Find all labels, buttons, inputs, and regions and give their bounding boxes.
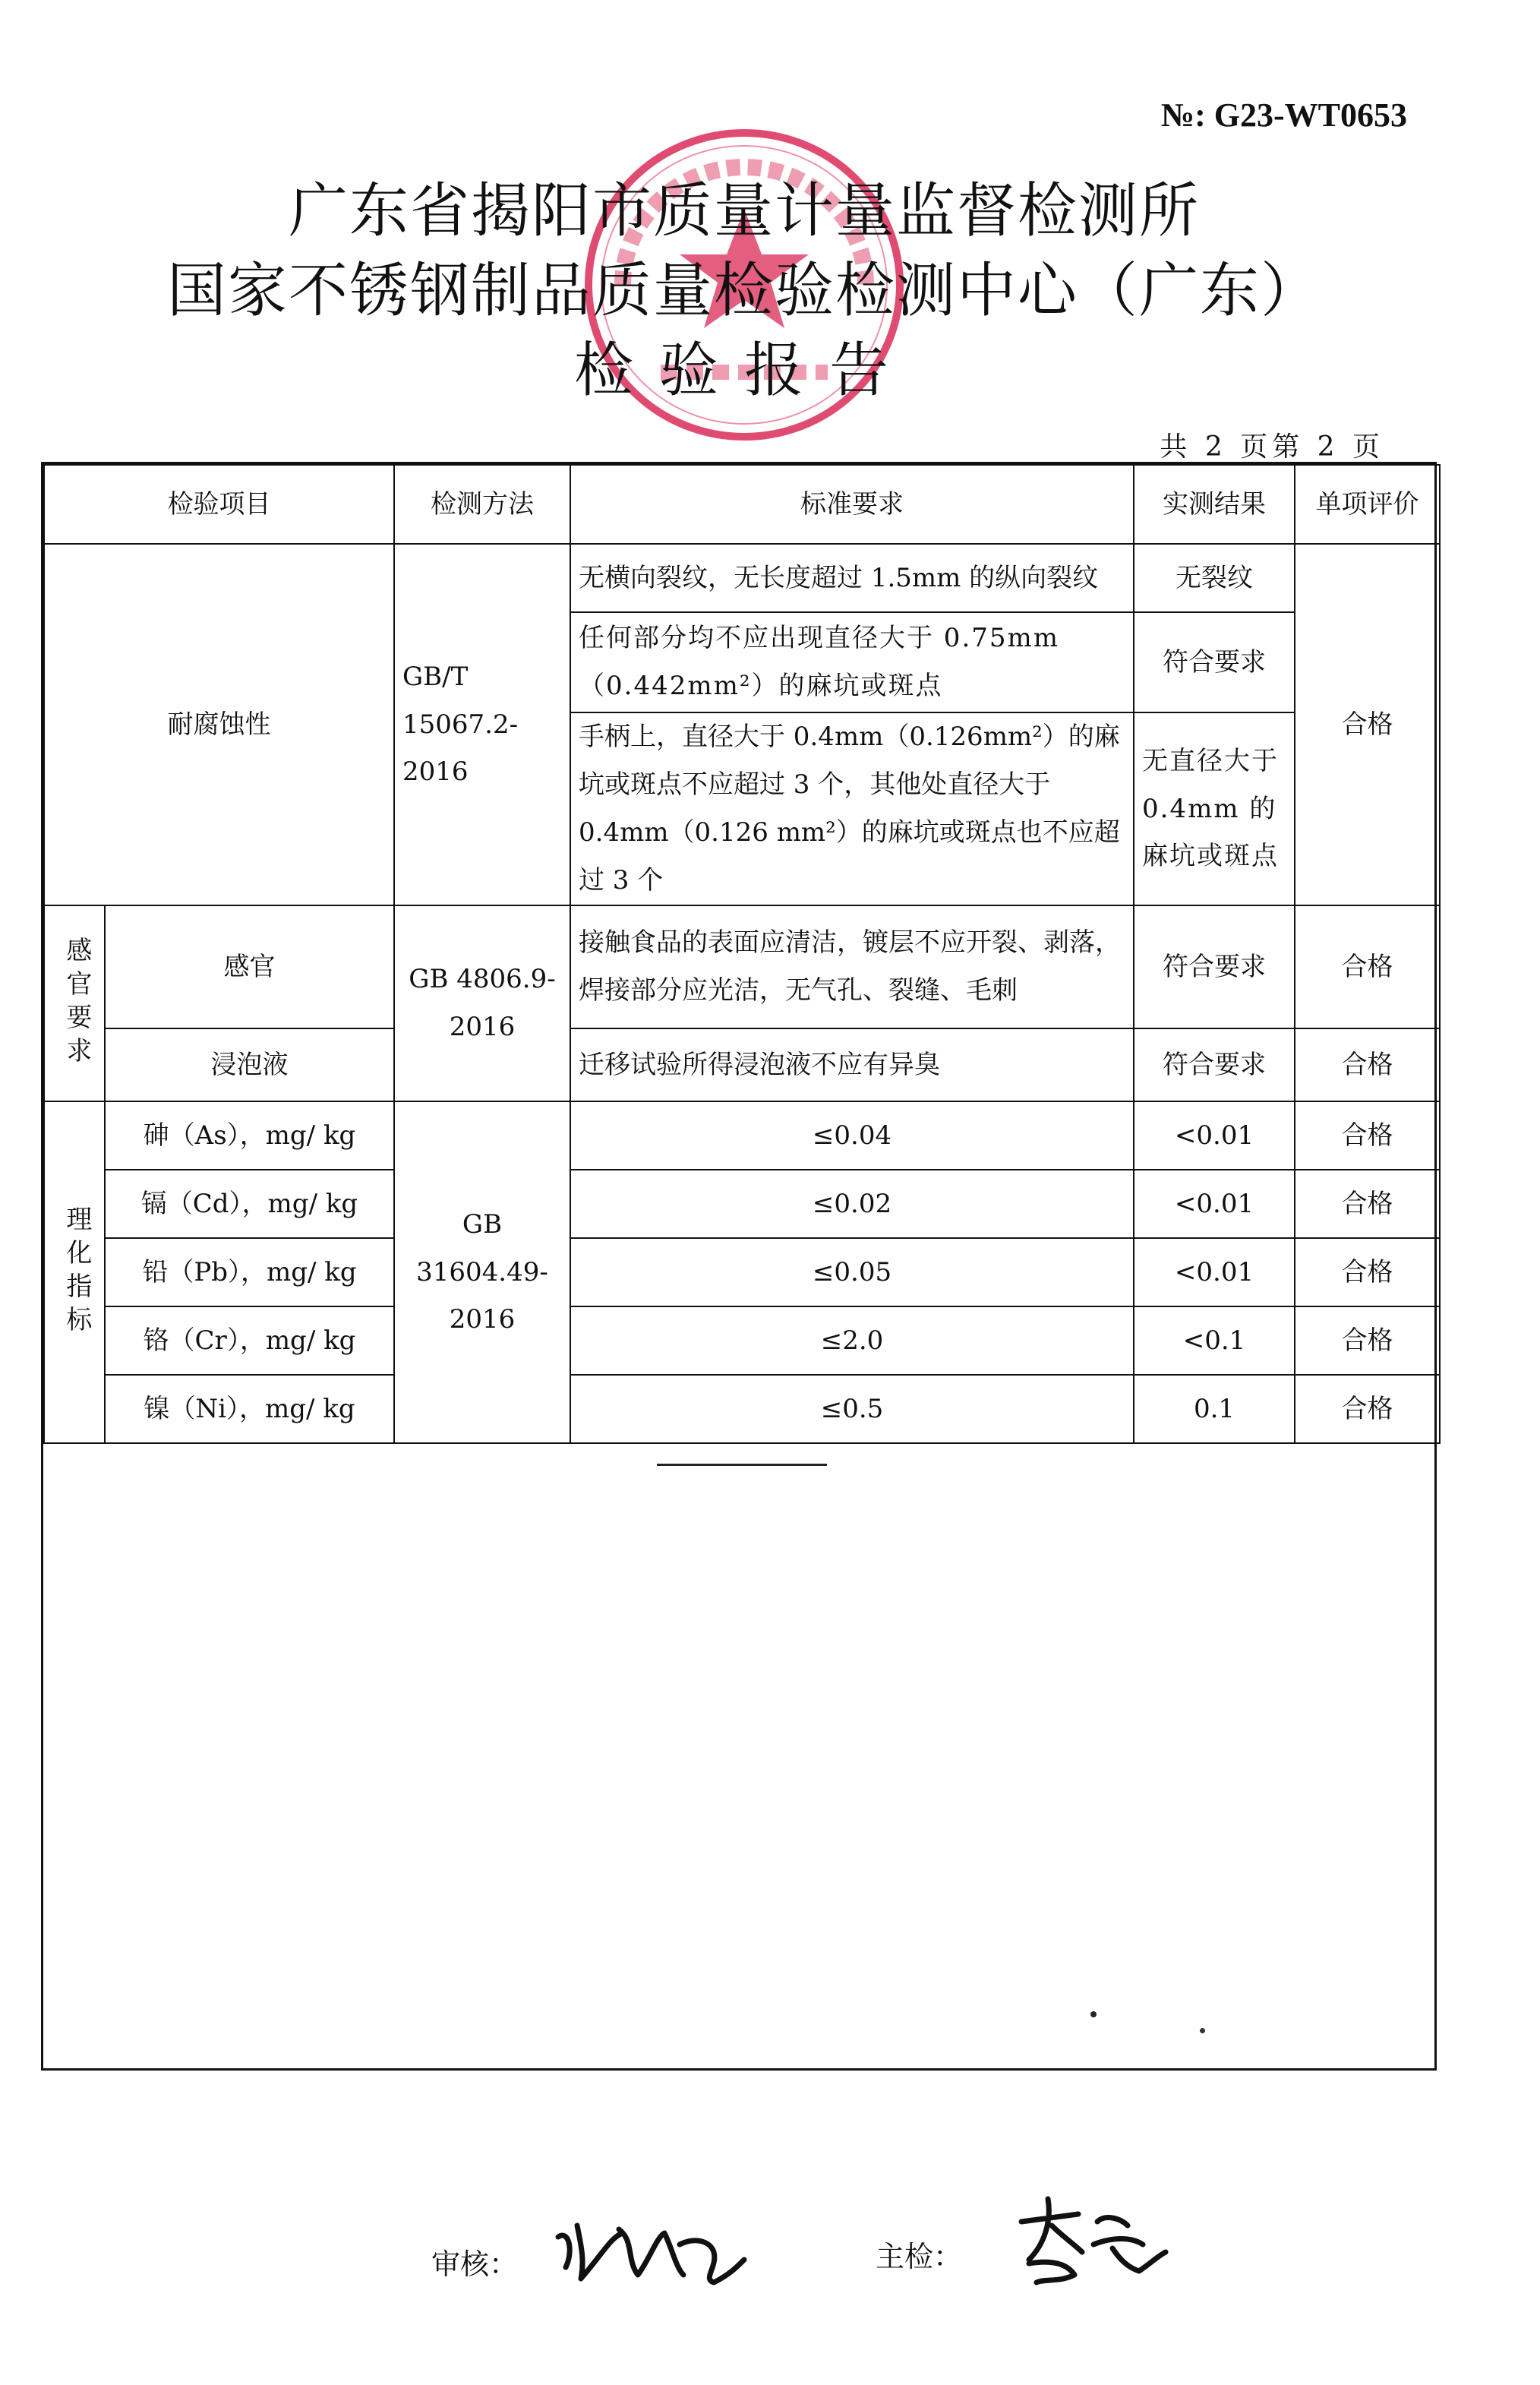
- table-row: [44, 1101, 1440, 1170]
- table-row: [44, 905, 1440, 1028]
- header-result: 实测结果: [1134, 465, 1295, 544]
- physchem-req-2: ≤0.02: [570, 1170, 1134, 1238]
- chief-inspector-signature: [1006, 2191, 1173, 2290]
- speck: [1200, 2028, 1205, 2033]
- corrosion-req-2: 任何部分均不应出现直径大于 0.75mm（0.442mm²）的麻坑或斑点: [570, 612, 1134, 712]
- corrosion-result-1: 无裂纹: [1134, 544, 1295, 612]
- physchem-evaluation-5: 合格: [1295, 1375, 1440, 1443]
- table-row: [44, 544, 1440, 612]
- header-method: 检测方法: [394, 465, 570, 544]
- sensory-req-2: 迁移试验所得浸泡液不应有异臭: [570, 1028, 1134, 1101]
- corrosion-result-2: 符合要求: [1134, 612, 1295, 712]
- report-title-line3: 检验报告: [573, 336, 914, 405]
- physchem-item-3: 铅（Pb），mg/ kg: [105, 1238, 394, 1306]
- physchem-req-1: ≤0.04: [570, 1101, 1134, 1170]
- physchem-result-5: 0.1: [1134, 1375, 1295, 1443]
- corrosion-evaluation: 合格: [1295, 544, 1440, 905]
- sensory-evaluation-1: 合格: [1295, 905, 1440, 1028]
- physchem-req-4: ≤2.0: [570, 1306, 1134, 1375]
- corrosion-item: 耐腐蚀性: [44, 544, 394, 905]
- inspection-table: [41, 462, 1437, 2071]
- review-label: 审核：: [431, 2248, 519, 2281]
- physchem-req-3: ≤0.05: [570, 1238, 1134, 1306]
- corrosion-req-3: 手柄上，直径大于 0.4mm（0.126mm²）的麻坑或斑点不应超过 3 个，其他处直径大于 0.4mm（0.126 mm²）的麻坑或斑点也不应超过 3 个: [570, 712, 1134, 905]
- reviewer-signature: [551, 2207, 748, 2290]
- physchem-evaluation-3: 合格: [1295, 1238, 1440, 1306]
- physchem-item-5: 镍（Ni），mg/ kg: [105, 1375, 394, 1443]
- physchem-result-3: <0.01: [1134, 1238, 1295, 1306]
- speck: [1090, 2011, 1097, 2017]
- corrosion-method: GB/T 15067.2-2016: [394, 544, 570, 905]
- sensory-group: [44, 905, 105, 1101]
- corrosion-req-1: 无横向裂纹，无长度超过 1.5mm 的纵向裂纹: [570, 544, 1134, 612]
- physchem-group: [44, 1101, 105, 1443]
- sensory-group-label: 感官要求: [61, 937, 92, 1070]
- physchem-evaluation-2: 合格: [1295, 1170, 1440, 1238]
- table-row: [44, 1306, 1440, 1375]
- report-title-line2: 国家不锈钢制品质量检验检测中心（广东）: [166, 257, 1321, 325]
- physchem-evaluation-1: 合格: [1295, 1101, 1440, 1170]
- physchem-evaluation-4: 合格: [1295, 1306, 1440, 1375]
- table-row: [44, 1028, 1440, 1101]
- header-requirement: 标准要求: [570, 465, 1134, 544]
- table-header-row: [44, 465, 1440, 544]
- end-of-table-mark: [657, 1464, 827, 1466]
- corrosion-result-3: 无直径大于 0.4mm 的麻坑或斑点: [1134, 712, 1295, 905]
- physchem-item-1: 砷（As），mg/ kg: [105, 1101, 394, 1170]
- report-title-line1: 广东省揭阳市质量计量监督检测所: [288, 177, 1200, 245]
- physchem-group-label: 理化指标: [61, 1205, 92, 1339]
- table-row: [44, 1170, 1440, 1238]
- sensory-item-1: 感官: [105, 905, 394, 1028]
- report-number: №: G23-WT0653: [1160, 96, 1407, 134]
- physchem-item-4: 铬（Cr），mg/ kg: [105, 1306, 394, 1375]
- sensory-method: GB 4806.9-2016: [394, 905, 570, 1101]
- page-count: 共 2 页第 2 页: [1160, 431, 1384, 463]
- physchem-req-5: ≤0.5: [570, 1375, 1134, 1443]
- sensory-item-2: 浸泡液: [105, 1028, 394, 1101]
- sensory-evaluation-2: 合格: [1295, 1028, 1440, 1101]
- physchem-result-2: <0.01: [1134, 1170, 1295, 1238]
- physchem-method: GB 31604.49-2016: [394, 1101, 570, 1443]
- physchem-result-4: <0.1: [1134, 1306, 1295, 1375]
- sensory-result-1: 符合要求: [1134, 905, 1295, 1028]
- physchem-result-1: <0.01: [1134, 1101, 1295, 1170]
- header-evaluation: 单项评价: [1295, 465, 1440, 544]
- table-row: [44, 1375, 1440, 1443]
- sensory-result-2: 符合要求: [1134, 1028, 1295, 1101]
- chief-inspector-label: 主检：: [876, 2240, 963, 2273]
- header-item: 检验项目: [44, 465, 394, 544]
- physchem-item-2: 镉（Cd），mg/ kg: [105, 1170, 394, 1238]
- sensory-req-1: 接触食品的表面应清洁，镀层不应开裂、剥落，焊接部分应光洁，无气孔、裂缝、毛刺: [570, 905, 1134, 1028]
- table-row: [44, 1238, 1440, 1306]
